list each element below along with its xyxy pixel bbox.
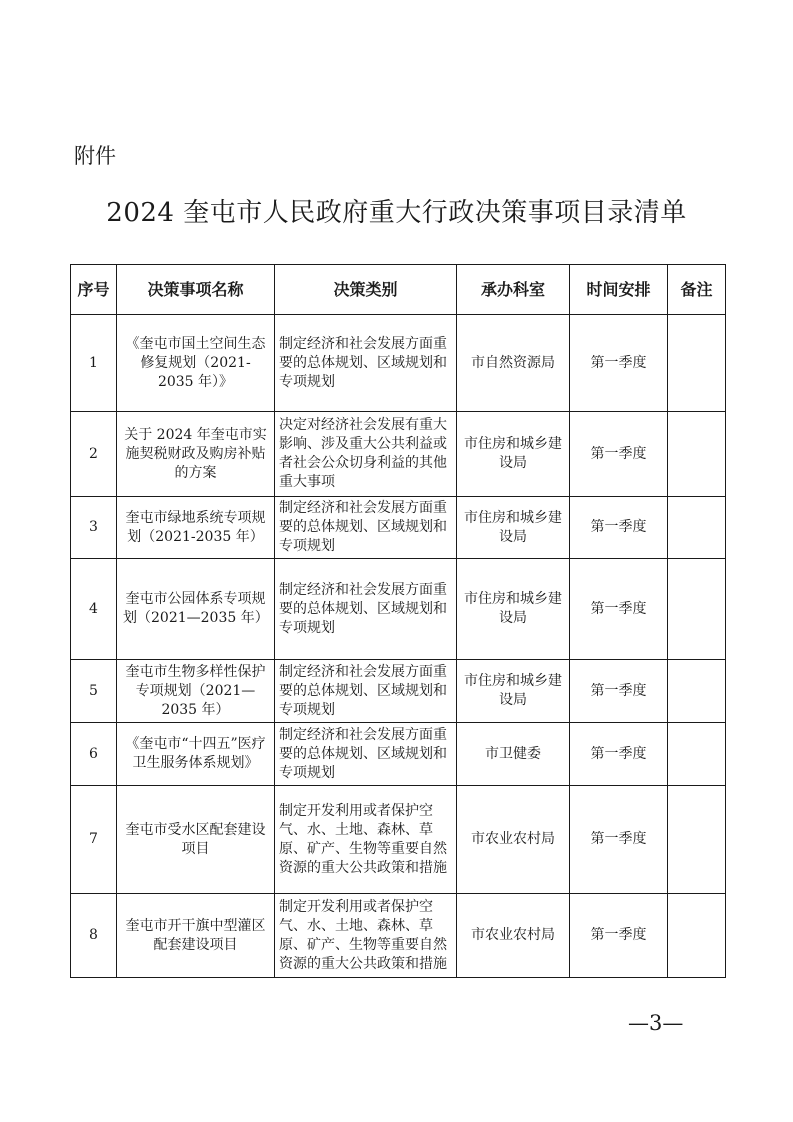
page-title: 2024 奎屯市人民政府重大行政决策事项目录清单 [106, 198, 687, 228]
cell-name: 奎屯市公园体系专项规划（2021—2035 年） [117, 559, 275, 660]
header-name: 决策事项名称 [117, 265, 275, 315]
cell-name: 关于 2024 年奎屯市实施契税财政及购房补贴的方案 [117, 412, 275, 497]
header-seq: 序号 [71, 265, 117, 315]
header-schedule: 时间安排 [570, 265, 668, 315]
cell-remarks [668, 559, 726, 660]
table-row [71, 894, 726, 978]
table-row [71, 412, 726, 497]
attachment-label: 附件 [74, 144, 116, 168]
cell-name: 奎屯市受水区配套建设项目 [117, 786, 275, 894]
cell-schedule: 第一季度 [570, 786, 668, 894]
cell-category: 制定开发利用或者保护空气、水、土地、森林、草原、矿产、生物等重要自然资源的重大公共政策和措施 [275, 894, 457, 978]
header-category: 决策类别 [275, 265, 457, 315]
cell-name: 奎屯市绿地系统专项规划（2021-2035 年） [117, 497, 275, 559]
cell-schedule: 第一季度 [570, 894, 668, 978]
cell-seq: 5 [71, 660, 117, 723]
cell-category: 决定对经济社会发展有重大影响、涉及重大公共利益或者社会公众切身利益的其他重大事项 [275, 412, 457, 497]
cell-schedule: 第一季度 [570, 315, 668, 412]
table-header-row [71, 265, 726, 315]
table-row [71, 660, 726, 723]
table-row [71, 723, 726, 786]
cell-seq: 6 [71, 723, 117, 786]
table-row [71, 786, 726, 894]
cell-name: 《奎屯市国土空间生态修复规划（2021-2035 年）》 [117, 315, 275, 412]
cell-department: 市卫健委 [457, 723, 570, 786]
cell-seq: 7 [71, 786, 117, 894]
cell-remarks [668, 786, 726, 894]
cell-name: 奎屯市生物多样性保护专项规划（2021—2035 年） [117, 660, 275, 723]
cell-category: 制定经济和社会发展方面重要的总体规划、区域规划和专项规划 [275, 315, 457, 412]
cell-remarks [668, 315, 726, 412]
cell-remarks [668, 497, 726, 559]
cell-seq: 3 [71, 497, 117, 559]
decision-list-table [70, 264, 726, 978]
cell-schedule: 第一季度 [570, 559, 668, 660]
cell-department: 市农业农村局 [457, 894, 570, 978]
cell-name: 奎屯市开干旗中型灌区配套建设项目 [117, 894, 275, 978]
cell-remarks [668, 894, 726, 978]
cell-department: 市农业农村局 [457, 786, 570, 894]
cell-remarks [668, 723, 726, 786]
cell-schedule: 第一季度 [570, 497, 668, 559]
cell-schedule: 第一季度 [570, 723, 668, 786]
cell-category: 制定经济和社会发展方面重要的总体规划、区域规划和专项规划 [275, 660, 457, 723]
cell-category: 制定开发利用或者保护空气、水、土地、森林、草原、矿产、生物等重要自然资源的重大公共政策和措施 [275, 786, 457, 894]
cell-remarks [668, 412, 726, 497]
cell-category: 制定经济和社会发展方面重要的总体规划、区域规划和专项规划 [275, 559, 457, 660]
cell-seq: 4 [71, 559, 117, 660]
cell-department: 市住房和城乡建设局 [457, 660, 570, 723]
cell-category: 制定经济和社会发展方面重要的总体规划、区域规划和专项规划 [275, 497, 457, 559]
cell-department: 市住房和城乡建设局 [457, 412, 570, 497]
cell-schedule: 第一季度 [570, 412, 668, 497]
cell-seq: 1 [71, 315, 117, 412]
cell-seq: 2 [71, 412, 117, 497]
header-department: 承办科室 [457, 265, 570, 315]
cell-remarks [668, 660, 726, 723]
table-row [71, 497, 726, 559]
table-row [71, 315, 726, 412]
header-remarks: 备注 [668, 265, 726, 315]
cell-department: 市住房和城乡建设局 [457, 497, 570, 559]
cell-seq: 8 [71, 894, 117, 978]
cell-department: 市自然资源局 [457, 315, 570, 412]
page-number: —3— [628, 1011, 684, 1035]
cell-category: 制定经济和社会发展方面重要的总体规划、区域规划和专项规划 [275, 723, 457, 786]
cell-department: 市住房和城乡建设局 [457, 559, 570, 660]
table-row [71, 559, 726, 660]
cell-name: 《奎屯市“十四五”医疗卫生服务体系规划》 [117, 723, 275, 786]
cell-schedule: 第一季度 [570, 660, 668, 723]
